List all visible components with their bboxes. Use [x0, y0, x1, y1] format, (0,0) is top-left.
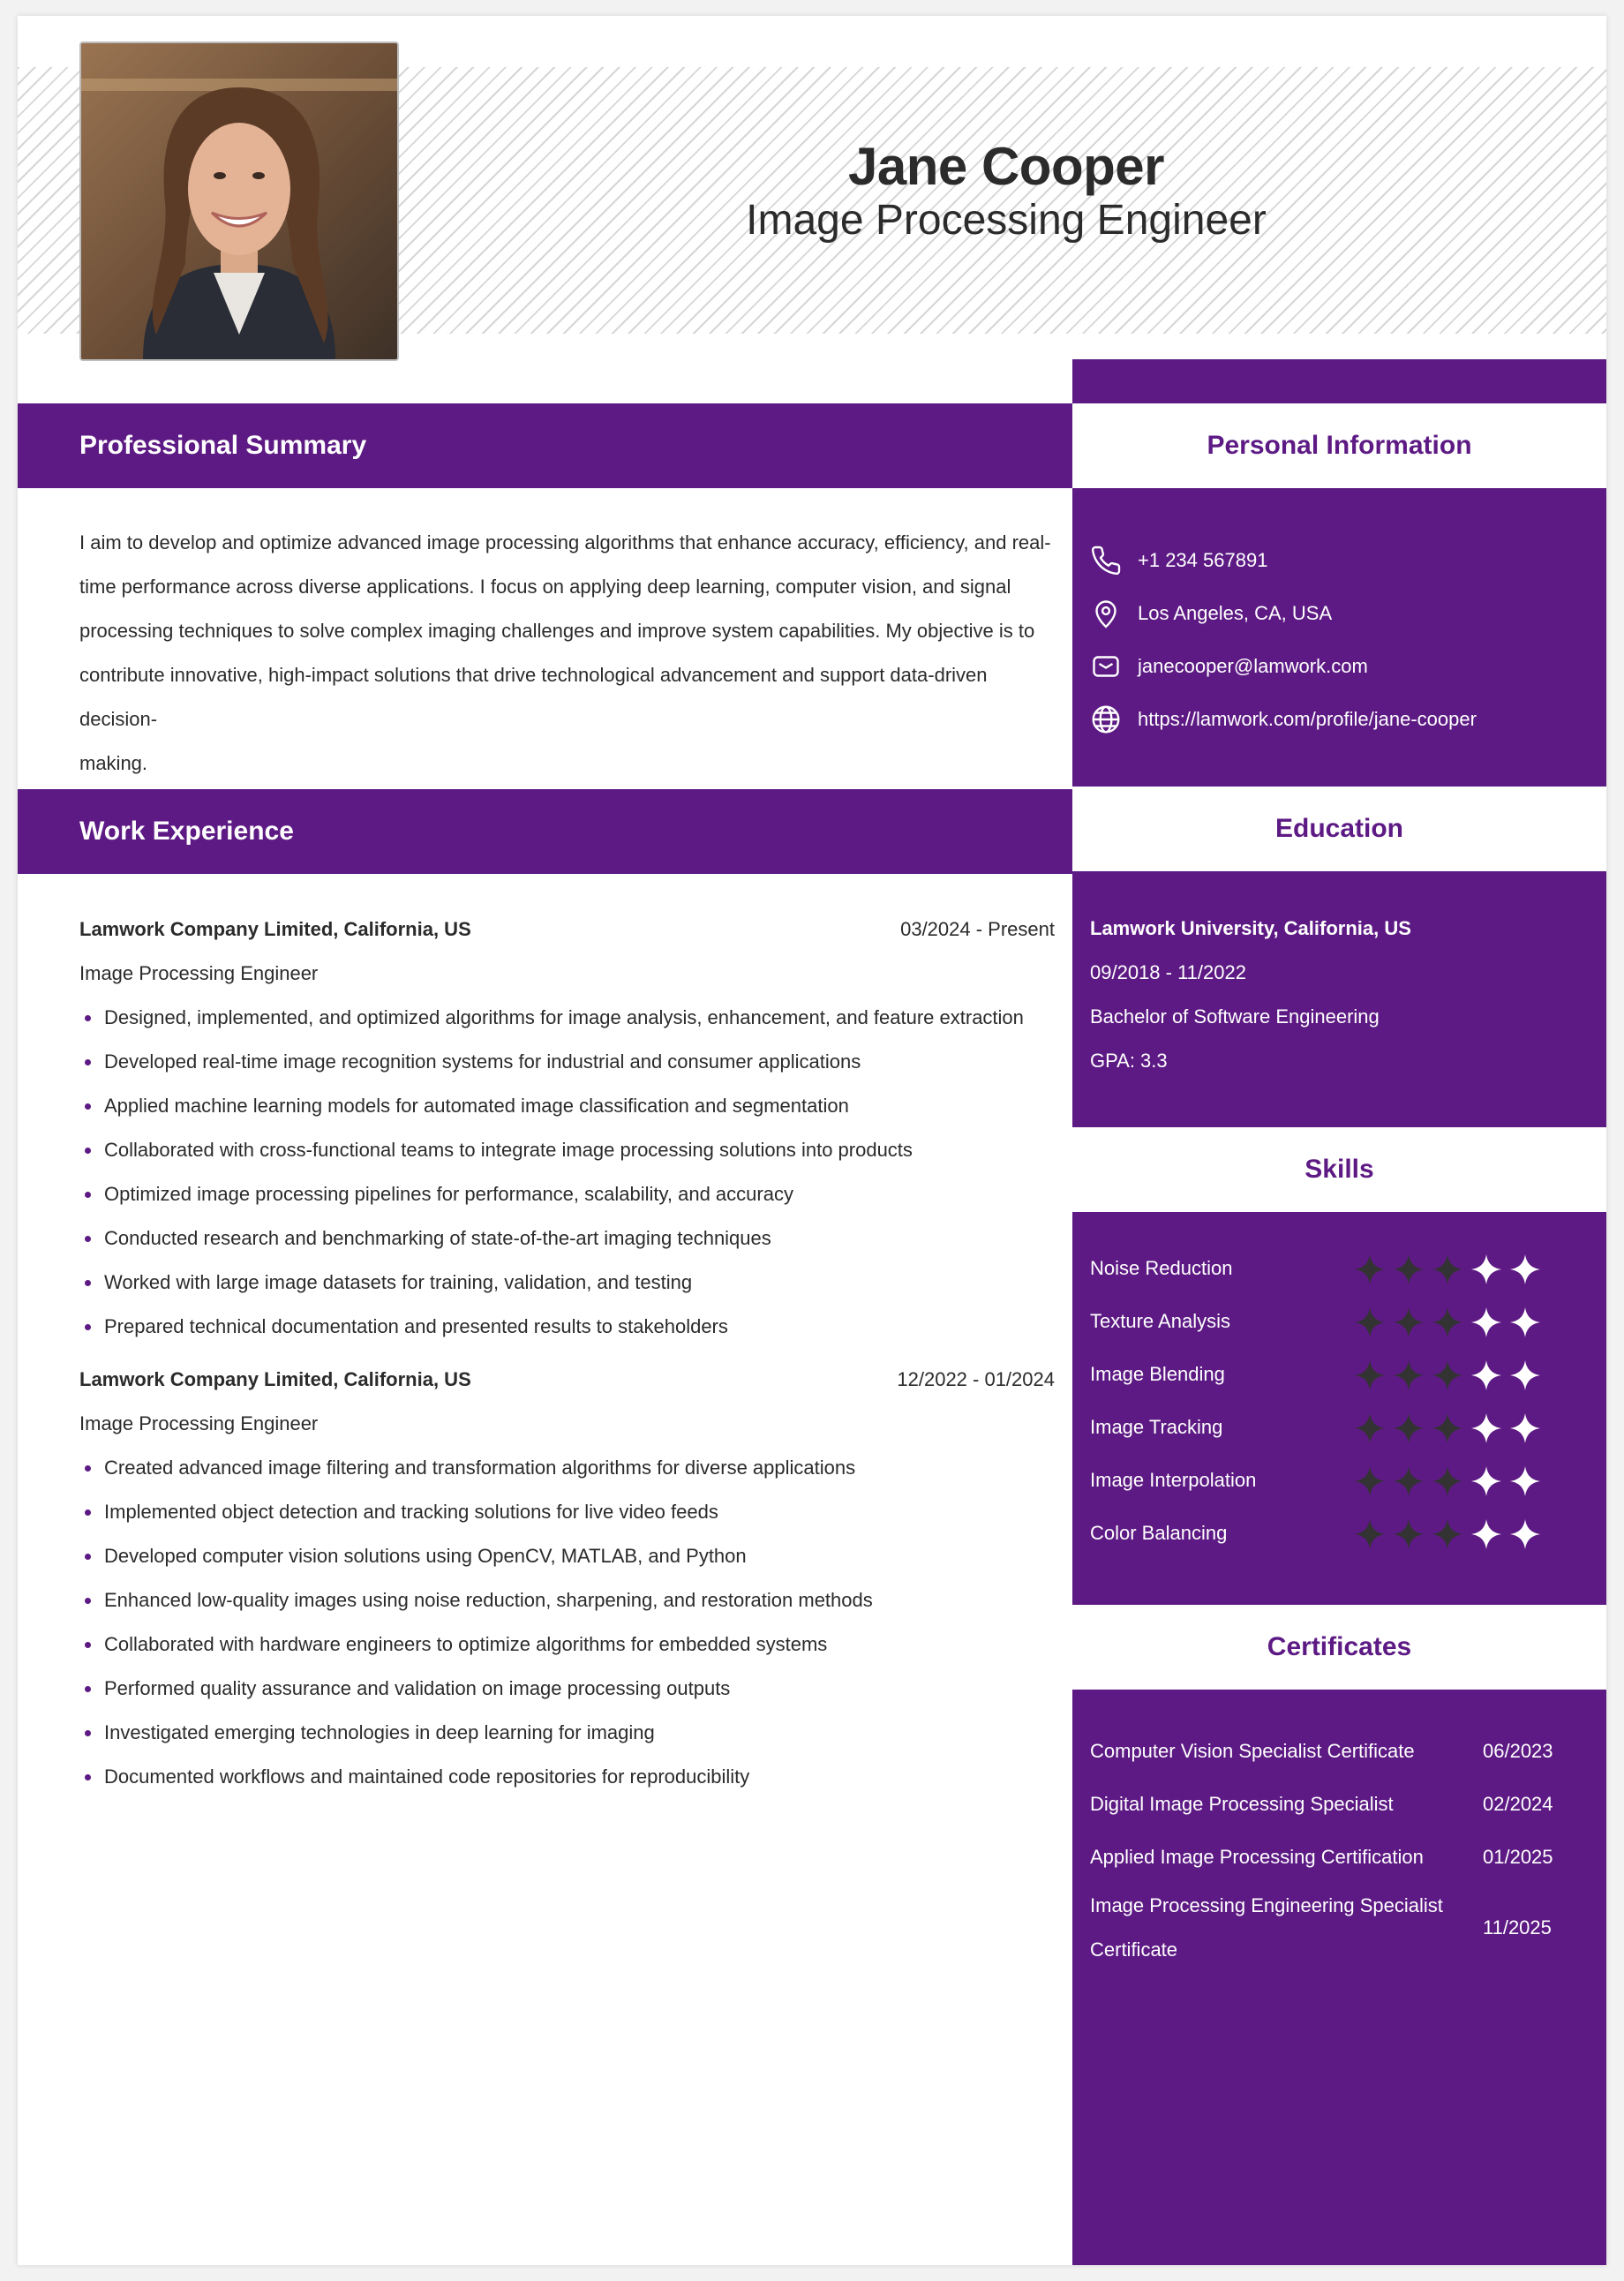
skill-rating [1355, 1254, 1540, 1284]
skill-rating [1355, 1307, 1540, 1337]
job-bullet: Conducted research and benchmarking of state-of-the-art imaging techniques [104, 1216, 1055, 1261]
location-text: Los Angeles, CA, USA [1138, 602, 1333, 624]
summary-line: processing techniques to solve complex imaging challenges and improve system capabilities. My objective is to [79, 620, 1035, 642]
certificate-name: Digital Image Processing Specialist [1090, 1793, 1394, 1815]
star-filled-icon [1432, 1413, 1462, 1443]
star-filled-icon [1355, 1254, 1385, 1284]
skill-row [1090, 1242, 1589, 1295]
job-company: Lamwork Company Limited, California, US [79, 918, 471, 940]
skill-name: Noise Reduction [1090, 1257, 1233, 1279]
education-dates: 09/2018 - 11/2022 [1090, 961, 1246, 983]
job-role: Image Processing Engineer [79, 962, 319, 984]
certificate-row [1090, 1831, 1589, 1884]
certificate-date: 01/2025 [1483, 1846, 1553, 1868]
phone-text: +1 234 567891 [1138, 549, 1268, 571]
summary-heading: Professional Summary [18, 403, 1072, 488]
star-filled-icon [1355, 1413, 1385, 1443]
star-filled-icon [1394, 1307, 1424, 1337]
certificate-row [1090, 1725, 1589, 1778]
star-empty-icon [1471, 1413, 1501, 1443]
job-bullet: Prepared technical documentation and presented results to stakeholders [104, 1305, 1055, 1349]
certificate-name: Applied Image Processing Certification [1090, 1846, 1424, 1868]
star-filled-icon [1355, 1307, 1385, 1337]
job-header [79, 1358, 1055, 1402]
certificates-heading: Certificates [1267, 1632, 1412, 1661]
job-bullets [79, 996, 1055, 1349]
location-pin-icon [1090, 598, 1122, 629]
education-panel [1072, 871, 1606, 1127]
certificate-date: 06/2023 [1483, 1740, 1553, 1762]
personal-panel [1072, 488, 1606, 787]
skill-rating [1355, 1360, 1540, 1390]
star-empty-icon [1510, 1466, 1540, 1496]
contact-phone [1090, 534, 1589, 587]
job-bullet: Optimized image processing pipelines for performance, scalability, and accuracy [104, 1172, 1055, 1216]
contact-website [1090, 693, 1589, 746]
certificates-panel [1072, 1690, 1606, 2265]
job-bullet: Documented workflows and maintained code repositories for reproducibility [104, 1755, 1055, 1799]
skills-heading: Skills [1304, 1155, 1374, 1184]
star-filled-icon [1355, 1360, 1385, 1390]
star-filled-icon [1394, 1360, 1424, 1390]
skill-row [1090, 1507, 1589, 1560]
certificate-row [1090, 1778, 1589, 1831]
star-filled-icon [1432, 1519, 1462, 1549]
certificate-row [1090, 1884, 1589, 1972]
skill-row [1090, 1295, 1589, 1348]
skill-row [1090, 1454, 1589, 1507]
skill-rating [1355, 1466, 1540, 1496]
summary-text [79, 521, 1068, 786]
envelope-icon [1090, 651, 1122, 682]
candidate-title: Image Processing Engineer [746, 197, 1267, 244]
star-filled-icon [1432, 1466, 1462, 1496]
skill-row [1090, 1348, 1589, 1401]
job-bullet: Designed, implemented, and optimized algorithms for image analysis, enhancement, and feature extraction [104, 996, 1055, 1040]
phone-icon [1090, 545, 1122, 576]
job-bullet: Collaborated with cross-functional teams to integrate image processing solutions into products [104, 1128, 1055, 1172]
job-bullet: Performed quality assurance and validation on image processing outputs [104, 1667, 1055, 1711]
star-empty-icon [1471, 1519, 1501, 1549]
summary-line: time performance across diverse applications. I focus on applying deep learning, computer vision, and signal [79, 576, 1011, 598]
star-filled-icon [1394, 1254, 1424, 1284]
job-bullet: Worked with large image datasets for training, validation, and testing [104, 1261, 1055, 1305]
summary-line: I aim to develop and optimize advanced image processing algorithms that enhance accuracy, efficiency, and real- [79, 531, 1051, 553]
star-filled-icon [1432, 1254, 1462, 1284]
skill-row [1090, 1401, 1589, 1454]
job-company: Lamwork Company Limited, California, US [79, 1368, 471, 1390]
resume-page [18, 16, 1606, 2265]
education-degree: Bachelor of Software Engineering [1090, 1005, 1380, 1028]
job-dates: 03/2024 - Present [900, 918, 1055, 940]
profile-photo [79, 41, 399, 361]
star-empty-icon [1510, 1360, 1540, 1390]
website-link[interactable]: https://lamwork.com/profile/jane-cooper [1138, 708, 1477, 730]
star-empty-icon [1471, 1254, 1501, 1284]
education-heading: Education [1274, 814, 1403, 843]
skill-name: Image Tracking [1090, 1416, 1223, 1438]
skill-name: Texture Analysis [1090, 1310, 1230, 1332]
skill-rating [1355, 1519, 1540, 1549]
skills-panel [1072, 1212, 1606, 1605]
certificate-name: Computer Vision Specialist Certificate [1090, 1740, 1415, 1762]
star-empty-icon [1471, 1360, 1501, 1390]
star-empty-icon [1471, 1307, 1501, 1337]
skill-name: Color Balancing [1090, 1522, 1228, 1544]
experience-heading: Work Experience [18, 789, 1072, 874]
globe-icon [1090, 704, 1122, 735]
education-school: Lamwork University, California, US [1090, 917, 1411, 939]
education-gpa: GPA: 3.3 [1090, 1050, 1168, 1072]
star-filled-icon [1394, 1519, 1424, 1549]
star-empty-icon [1510, 1254, 1540, 1284]
skill-name: Image Interpolation [1090, 1469, 1257, 1491]
contact-location [1090, 587, 1589, 640]
star-filled-icon [1432, 1307, 1462, 1337]
personal-heading: Personal Information [1207, 431, 1472, 460]
star-empty-icon [1510, 1519, 1540, 1549]
job-bullet: Implemented object detection and tracking solutions for live video feeds [104, 1490, 1055, 1534]
star-empty-icon [1471, 1466, 1501, 1496]
candidate-name: Jane Cooper [848, 137, 1164, 196]
job-entry [79, 1358, 1055, 1799]
summary-line: making. [79, 752, 148, 774]
job-bullet: Collaborated with hardware engineers to optimize algorithms for embedded systems [104, 1622, 1055, 1667]
star-filled-icon [1394, 1413, 1424, 1443]
sidebar-top-bar [1072, 359, 1606, 403]
certificate-date: 02/2024 [1483, 1793, 1553, 1815]
star-empty-icon [1510, 1307, 1540, 1337]
job-bullet: Investigated emerging technologies in deep learning for imaging [104, 1711, 1055, 1755]
job-bullets [79, 1446, 1055, 1799]
certificate-name: Image Processing Engineering Specialist Certificate [1090, 1894, 1443, 1961]
star-filled-icon [1394, 1466, 1424, 1496]
certificate-date: 11/2025 [1483, 1916, 1552, 1938]
job-entry [79, 907, 1055, 1349]
star-empty-icon [1510, 1413, 1540, 1443]
star-filled-icon [1355, 1519, 1385, 1549]
skill-name: Image Blending [1090, 1363, 1225, 1385]
star-filled-icon [1355, 1466, 1385, 1496]
contact-email [1090, 640, 1589, 693]
job-header [79, 907, 1055, 952]
job-bullet: Developed real-time image recognition systems for industrial and consumer applications [104, 1040, 1055, 1084]
job-dates: 12/2022 - 01/2024 [897, 1368, 1055, 1390]
job-role: Image Processing Engineer [79, 1412, 319, 1434]
job-bullet: Applied machine learning models for automated image classification and segmentation [104, 1084, 1055, 1128]
job-bullet: Developed computer vision solutions using OpenCV, MATLAB, and Python [104, 1534, 1055, 1578]
skill-rating [1355, 1413, 1540, 1443]
summary-line: contribute innovative, high-impact solutions that drive technological advancement and support data-driven decision- [79, 664, 988, 730]
job-bullet: Enhanced low-quality images using noise reduction, sharpening, and restoration methods [104, 1578, 1055, 1622]
star-filled-icon [1432, 1360, 1462, 1390]
job-bullet: Created advanced image filtering and transformation algorithms for diverse applications [104, 1446, 1055, 1490]
email-text[interactable]: janecooper@lamwork.com [1138, 655, 1368, 677]
